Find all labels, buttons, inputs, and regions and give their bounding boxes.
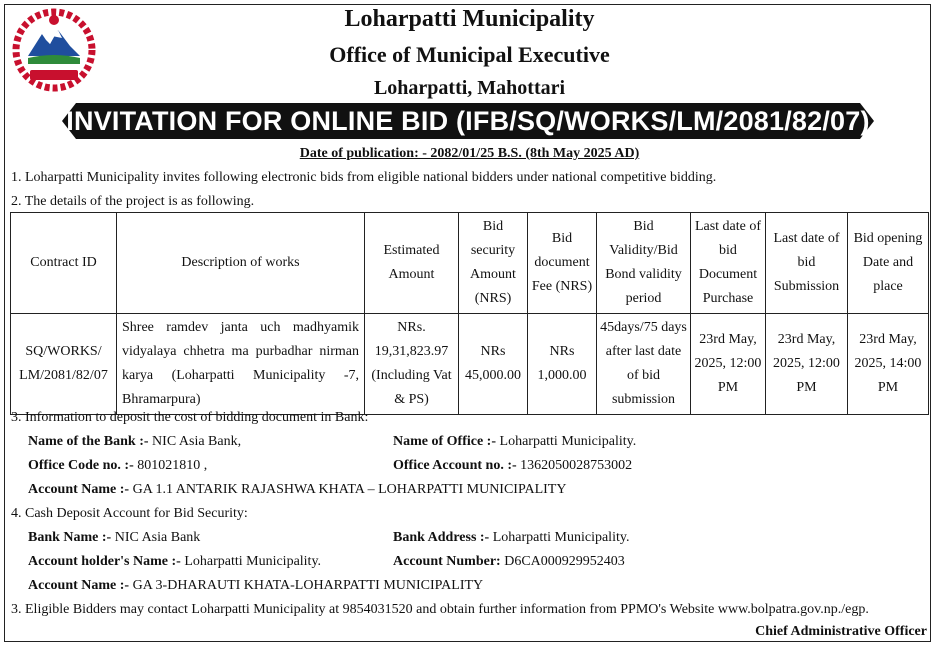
- label: Name of Office :-: [393, 434, 497, 449]
- value: Loharpatti Municipality.: [496, 434, 637, 449]
- doc-office-name: [393, 434, 636, 450]
- municipality-name: Loharpatti Municipality: [344, 6, 595, 32]
- point-1: 1. Loharpatti Municipality invites following electronic bids from eligible national bidders under national competitive bidding.: [11, 170, 717, 185]
- cell-opening: 23rd May, 2025, 14:00 PM: [848, 314, 929, 415]
- header-validity: Bid Validity/Bid Bond validity period: [597, 213, 691, 314]
- value: Loharpatti Municipality.: [180, 554, 322, 569]
- cell-last-submission: 23rd May, 2025, 12:00 PM: [766, 314, 848, 415]
- table-header-row: [11, 213, 929, 314]
- sec-bank-name: [28, 530, 200, 546]
- label: Account Number:: [393, 554, 501, 569]
- sec-bank-address: [393, 530, 629, 546]
- publication-date: Date of publication: - 2082/01/25 B.S. (8th May 2025 AD): [299, 146, 640, 161]
- header-bid-security: Bid security Amount (NRS): [459, 213, 528, 314]
- value: NIC Asia Bank: [111, 530, 201, 545]
- point-3: 3. Information to deposit the cost of bidding document in Bank:: [11, 410, 369, 425]
- bid-details-table: [10, 212, 929, 415]
- label: Office Code no. :-: [28, 458, 134, 473]
- value: 801021810 ,: [133, 458, 208, 473]
- value: GA 3-DHARAUTI KHATA-LOHARPATTI MUNICIPALITY: [129, 578, 484, 593]
- label: Account Name :-: [28, 482, 130, 497]
- label: Bank Name :-: [28, 530, 112, 545]
- value: 1362050028753002: [516, 458, 633, 473]
- cell-bid-security: NRs 45,000.00: [459, 314, 528, 415]
- label: Account Name :-: [28, 578, 130, 593]
- value: D6CA000929952403: [500, 554, 625, 569]
- cell-estimated-amount: NRs. 19,31,823.97 (Including Vat & PS): [365, 314, 459, 415]
- header-estimated-amount: Estimated Amount: [365, 213, 459, 314]
- header-description: Description of works: [117, 213, 365, 314]
- sec-account-holder: [28, 554, 321, 570]
- value: NIC Asia Bank,: [148, 434, 242, 449]
- bid-title: INVITATION FOR ONLINE BID (IFB/SQ/WORKS/LM/2081/82/07): [66, 106, 870, 136]
- cell-contract-id: SQ/WORKS/ LM/2081/82/07: [11, 314, 117, 415]
- office-location: Loharpatti, Mahottari: [373, 77, 566, 99]
- value: Loharpatti Municipality.: [489, 530, 630, 545]
- doc-account-name: [28, 482, 566, 498]
- point-4: 4. Cash Deposit Account for Bid Security:: [11, 506, 248, 521]
- header-last-submission: Last date of bid Submission: [766, 213, 848, 314]
- cell-document-fee: NRs 1,000.00: [528, 314, 597, 415]
- table-row: [11, 314, 929, 415]
- doc-office-code: [28, 458, 207, 474]
- point-2: 2. The details of the project is as following.: [11, 194, 255, 209]
- header-contract-id: Contract ID: [11, 213, 117, 314]
- cell-description: Shree ramdev janta uch madhyamik vidyalaya chhetra ma purbadhar nirman karya (Loharpatti Municipality -7, Bhramarpura): [117, 314, 365, 415]
- label: Name of the Bank :-: [28, 434, 149, 449]
- office-name: Office of Municipal Executive: [329, 42, 610, 67]
- cell-validity: 45days/75 days after last date of bid submission: [597, 314, 691, 415]
- label: Account holder's Name :-: [28, 554, 181, 569]
- cell-last-purchase: 23rd May, 2025, 12:00 PM: [691, 314, 766, 415]
- value: GA 1.1 ANTARIK RAJASHWA KHATA – LOHARPATTI MUNICIPALITY: [129, 482, 567, 497]
- header-document-fee: Bid document Fee (NRS): [528, 213, 597, 314]
- header-last-purchase: Last date of bid Document Purchase: [691, 213, 766, 314]
- label: Bank Address :-: [393, 530, 490, 545]
- label: Office Account no. :-: [393, 458, 517, 473]
- sec-account-number: [393, 554, 625, 570]
- signature-title: Chief Administrative Officer: [755, 624, 927, 639]
- sec-account-name: [28, 578, 483, 594]
- point-5: 3. Eligible Bidders may contact Loharpatti Municipality at 9854031520 and obtain further information from PPMO's Website www.bolpatra.gov.np./egp.: [11, 602, 869, 617]
- doc-office-account: [393, 458, 632, 474]
- header-opening: Bid opening Date and place: [848, 213, 929, 314]
- doc-bank-name: [28, 434, 241, 450]
